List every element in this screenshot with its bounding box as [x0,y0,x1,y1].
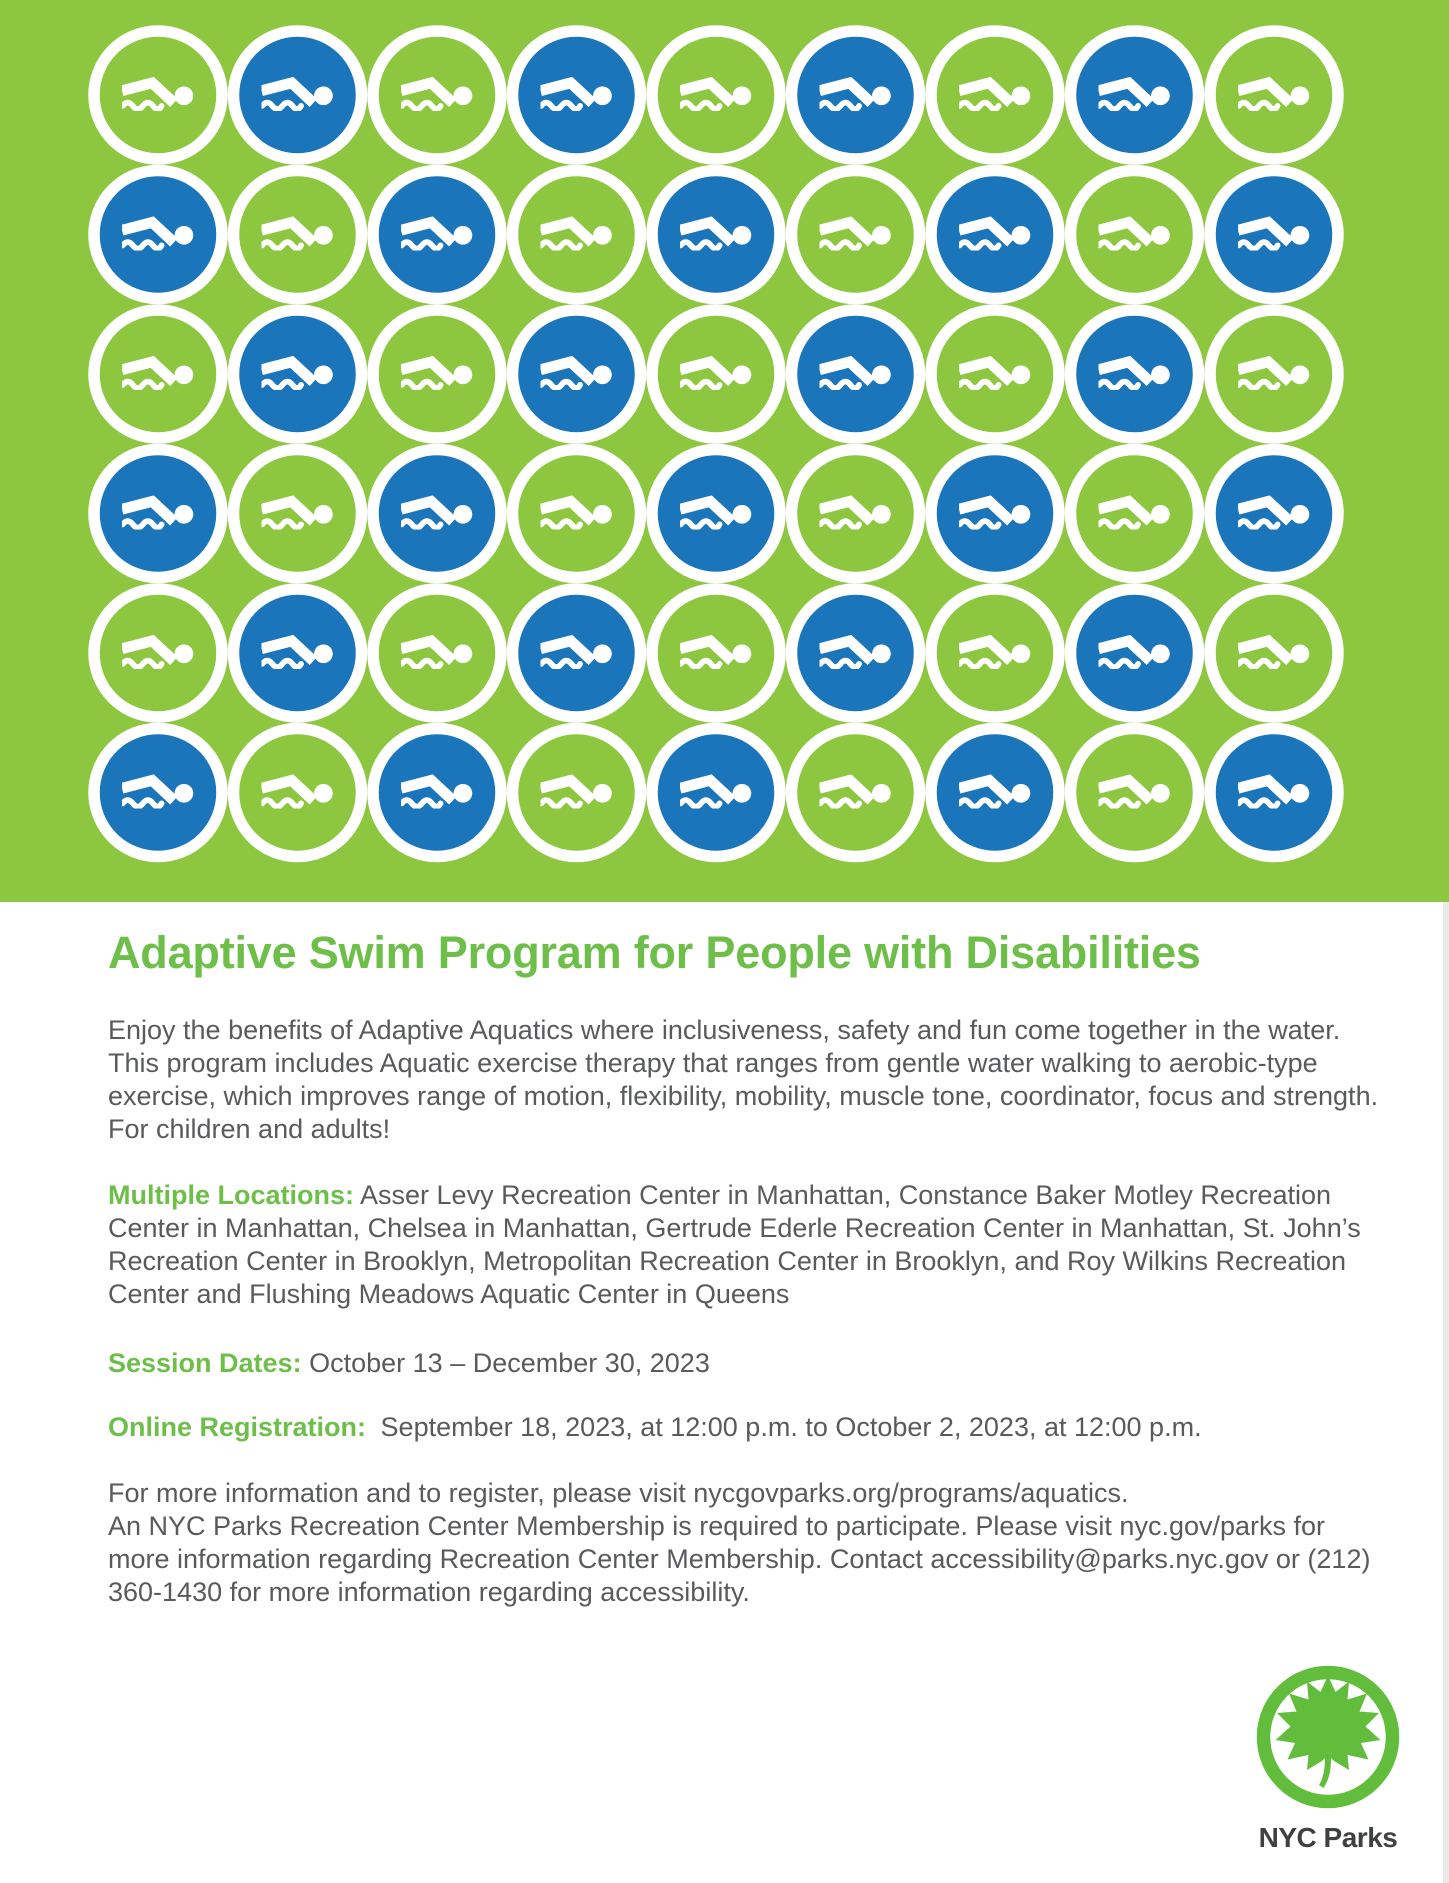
swimmer-circle [234,310,362,438]
swimmer-circle [652,589,780,717]
info-line-1: For more information and to register, please visit nycgovparks.org/programs/aquatics. [108,1478,1129,1508]
swimmer-circle [373,310,501,438]
swimmer-circle [373,171,501,299]
swimmer-circle [792,589,920,717]
swimmer-circle [931,31,1059,159]
info-line-2: An NYC Parks Recreation Center Membership is required to participate. Please visit nyc.gov/parks for more information regarding Recreation Center Membership. Contact accessibility@parks.nyc.gov or (212) 360-1430 for more information regarding accessibility. [108,1511,1371,1607]
locations-text: Asser Levy Recreation Center in Manhattan, Constance Baker Motley Recreation Center in Manhattan, Chelsea in Manhattan, Gertrude Ederle Recreation Center in Manhattan, St. John’s Recreation Center in Brooklyn, Metropolitan Recreation Center in Brooklyn, and Roy Wilkins Recreation Center and Flushing Meadows Aquatic Center in Queens [108,1180,1361,1309]
swimmer-circle [652,729,780,857]
swimmer-circle [1071,589,1199,717]
swimmer-circle [1071,729,1199,857]
swimmer-circle [234,729,362,857]
swimmer-circle [513,171,641,299]
swimmer-circle [94,729,222,857]
swimmer-circle [931,310,1059,438]
online-registration-text: September 18, 2023, at 12:00 p.m. to October 2, 2023, at 12:00 p.m. [380,1412,1202,1442]
swimmer-circle [792,729,920,857]
swimmer-circle [513,589,641,717]
swimmer-circle [513,310,641,438]
session-dates-paragraph [108,1347,1393,1380]
swimmer-circle [652,171,780,299]
swimmer-circle [94,171,222,299]
swimmer-circle [513,450,641,578]
swimmer-circle [513,729,641,857]
swimmer-circle [1210,171,1338,299]
swimmer-circle [1071,171,1199,299]
swimmer-pattern-svg [0,0,1449,902]
swimmer-circle [1071,310,1199,438]
swimmer-circle [652,450,780,578]
swimmer-circle [94,450,222,578]
swimmer-circle [94,310,222,438]
swimmer-circle [931,450,1059,578]
session-dates-text: October 13 – December 30, 2023 [309,1348,710,1378]
swimmer-circle [373,589,501,717]
swimmer-circle [1210,450,1338,578]
swimmer-circle [234,589,362,717]
swimmer-circle [234,450,362,578]
swimmer-circle [931,729,1059,857]
nyc-parks-leaf-icon [1253,1662,1403,1812]
nyc-parks-logo [1252,1662,1404,1853]
swimmer-circle [513,31,641,159]
swimmer-circle [234,31,362,159]
swimmer-circle [1210,310,1338,438]
swimmer-circle [792,310,920,438]
locations-label: Multiple Locations: [108,1180,354,1210]
intro-paragraph: Enjoy the benefits of Adaptive Aquatics where inclusiveness, safety and fun come together in the water. This program includes Aquatic exercise therapy that ranges from gentle water walking to aerobic-type exercise, which improves range of motion, flexibility, mobility, muscle tone, coordinator, focus and strength. For children and adults! [108,1015,1379,1144]
swimmer-circle [792,450,920,578]
swimmer-circle [94,589,222,717]
page-title: Adaptive Swim Program for People with Disabilities [108,927,1201,978]
swimmer-pattern-banner [0,0,1449,902]
swimmer-circle [373,31,501,159]
swimmer-circle [373,729,501,857]
swimmer-circle [1210,589,1338,717]
online-registration-paragraph [108,1411,1393,1444]
flyer-body [108,902,1393,1609]
swimmer-circle [792,171,920,299]
swimmer-circle [234,171,362,299]
swimmer-circle [373,450,501,578]
info-paragraph [108,1477,1393,1609]
page-edge-strip [1443,902,1449,1883]
swimmer-circle [1071,450,1199,578]
swimmer-circle [1210,31,1338,159]
nyc-parks-logo-text: NYC Parks [1258,1822,1398,1853]
swimmer-circle [931,589,1059,717]
swimmer-circle [1210,729,1338,857]
swimmer-circle [931,171,1059,299]
session-dates-label: Session Dates: [108,1348,302,1378]
swimmer-circle [652,31,780,159]
online-registration-label: Online Registration: [108,1412,367,1442]
locations-paragraph [108,1179,1393,1311]
swimmer-circle [94,31,222,159]
swimmer-circle [652,310,780,438]
swimmer-circle [792,31,920,159]
swimmer-circle [1071,31,1199,159]
